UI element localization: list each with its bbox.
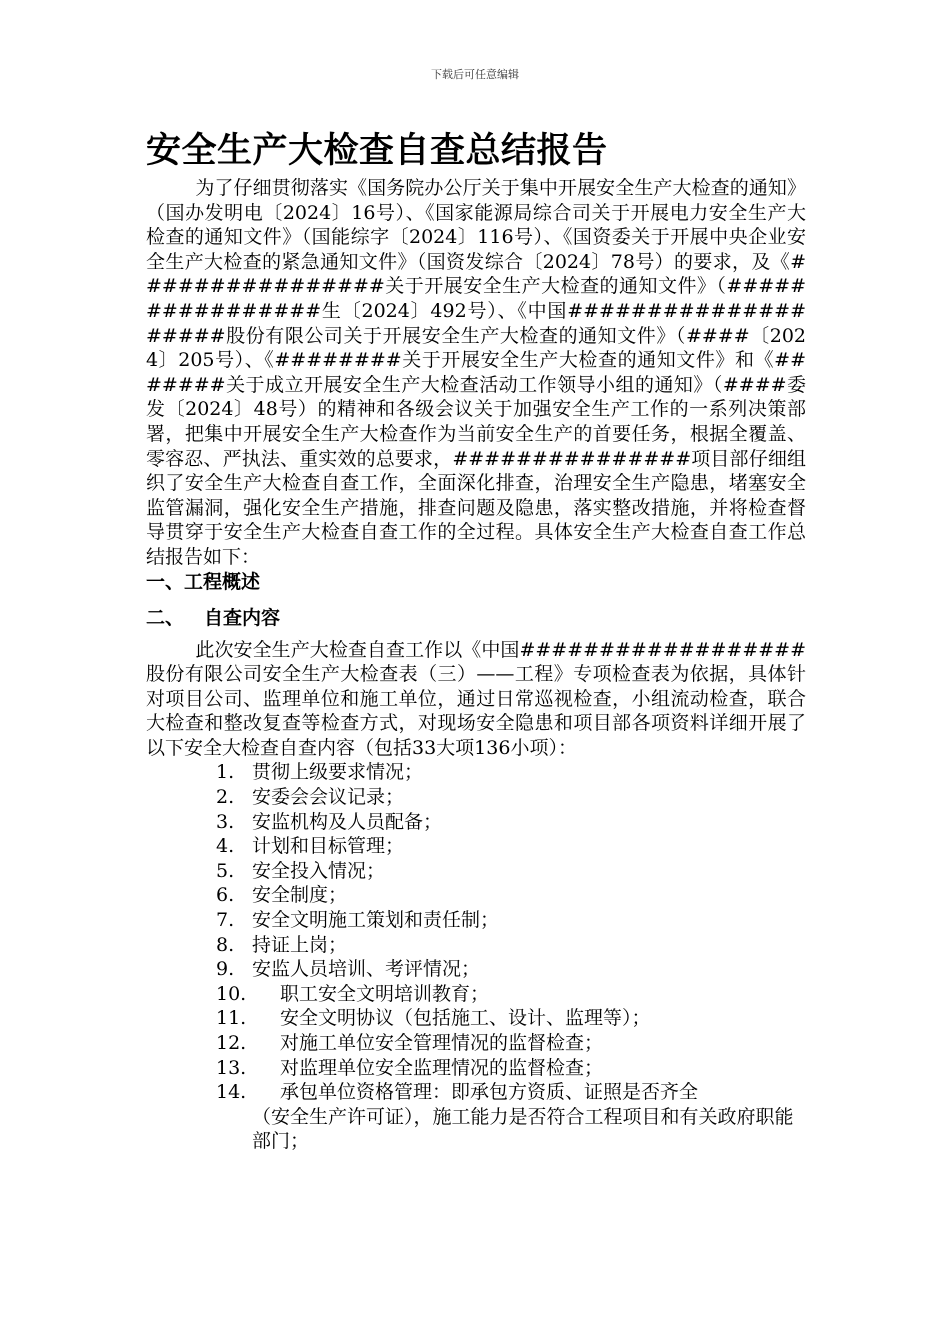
list-item-text: 安委会会议记录； — [252, 786, 405, 809]
section-title: 工程概述 — [184, 570, 261, 593]
list-item — [146, 859, 806, 884]
list-item — [146, 957, 806, 982]
list-item-number: 11. — [216, 1007, 247, 1030]
list-item — [146, 1080, 806, 1154]
list-item-text: 承包单位资格管理：即承包方资质、证照是否齐全 — [280, 1081, 699, 1104]
list-item-number: 10. — [216, 982, 247, 1005]
list-item-number: 1. — [216, 761, 235, 784]
list-item-number: 4. — [216, 835, 235, 858]
list-item-text: 贯彻上级要求情况； — [252, 761, 424, 784]
list-item — [146, 785, 806, 810]
header-note: 下载后可任意编辑 — [431, 68, 519, 81]
list-item-number: 6. — [216, 884, 235, 907]
list-item-text: 安监人员培训、考评情况； — [252, 958, 481, 981]
list-item-number: 2. — [216, 786, 235, 809]
list-item-text: 安监机构及人员配备； — [252, 810, 443, 833]
list-item — [146, 760, 806, 785]
section-number: 二、 — [146, 606, 185, 629]
list-item — [146, 908, 806, 933]
list-item — [146, 982, 806, 1007]
check-item-list — [146, 760, 806, 1154]
list-item-text: 安全制度； — [252, 884, 348, 907]
list-item-number: 3. — [216, 810, 235, 833]
document-body — [146, 126, 806, 1154]
list-item — [146, 883, 806, 908]
list-item — [146, 1006, 806, 1031]
document-title: 安全生产大检查自查总结报告 — [146, 131, 608, 171]
section-number: 一、 — [146, 570, 185, 593]
self-check-paragraph: 此次安全生产大检查自查工作以《中国##################股份有限公司安全生产大检查表（三）——工程》专项检查表为依据，具体针对项目公司、监理单位和施工单位，通过日常巡视检查，小组流动检查，联合大检查和整改复查等检查方式，对现场安全隐患和项目部各项资料详细开展了以下安全大检查自查内容（包括33大项136小项）： — [146, 638, 806, 759]
section-heading-self-check — [146, 606, 806, 630]
intro-paragraph: 为了仔细贯彻落实《国务院办公厅关于集中开展安全生产大检查的通知》（国办发明电〔2024〕16号）、《国家能源局综合司关于开展电力安全生产大检查的通知文件》（国能综字〔2024〕116号）、《国资委关于开展中央企业安全生产大检查的紧急通知文件》（国资发综合〔2024〕78号）的要求，及《################关于开展安全生产大检查的通知文件》（################生〔2024〕492号）、《中国####################股份有限公司关于开展安全生产大检查的通知文件》（####〔2024〕205号）、《########关于开展安全生产大检查的通知文件》和《#######关于成立开展安全生产大检查活动工作领导小组的通知》（####委发〔2024〕48号）的精神和各级会议关于加强安全生产工作的一系列决策部署，把集中开展安全生产大检查作为当前安全生产的首要任务，根据全覆盖、零容忍、严执法、重实效的总要求，###############项目部仔细组织了安全生产大检查自查工作，全面深化排查，治理安全生产隐患，堵塞安全监管漏洞，强化安全生产措施，排查问题及隐患，落实整改措施，并将检查督导贯穿于安全生产大检查自查工作的全过程。具体安全生产大检查自查工作总结报告如下： — [146, 177, 806, 568]
list-item-text: 计划和目标管理； — [252, 835, 405, 858]
list-item-text: 持证上岗； — [252, 933, 348, 956]
list-item-text: 职工安全文明培训教育； — [280, 982, 490, 1005]
list-item-text-continued: （安全生产许可证），施工能力是否符合工程项目和有关政府职能部门； — [252, 1105, 794, 1153]
list-item-number: 14. — [216, 1081, 247, 1104]
section-title: 自查内容 — [204, 606, 281, 629]
list-item-number: 12. — [216, 1032, 247, 1054]
list-item-text: 对施工单位安全管理情况的监督检查； — [280, 1032, 604, 1054]
list-item-number: 5. — [216, 859, 235, 882]
list-item-number: 8. — [216, 933, 235, 956]
list-item-text: 安全文明协议（包括施工、设计、监理等）； — [280, 1007, 651, 1030]
list-item — [146, 933, 806, 958]
list-item-number: 9. — [216, 958, 235, 981]
list-item-number: 13. — [216, 1056, 247, 1079]
list-item — [146, 1031, 806, 1056]
list-item — [146, 810, 806, 835]
list-item-text: 对监理单位安全监理情况的监督检查； — [280, 1056, 604, 1079]
section-heading-overview — [146, 570, 806, 594]
list-item — [146, 834, 806, 859]
list-item-text: 安全投入情况； — [252, 859, 386, 882]
list-item-number: 7. — [216, 909, 235, 932]
list-item-text: 安全文明施工策划和责任制； — [252, 909, 500, 932]
list-item — [146, 1056, 806, 1081]
